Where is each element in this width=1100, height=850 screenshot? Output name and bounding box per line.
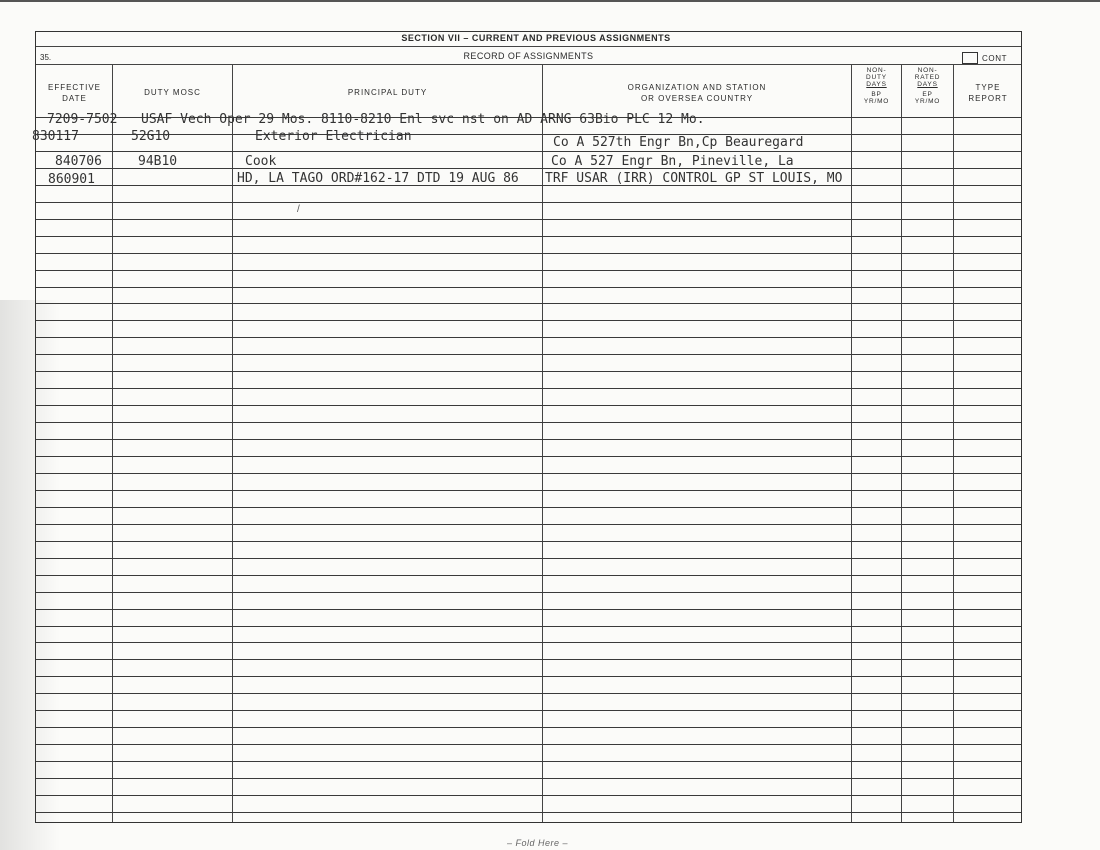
ruled-line	[36, 609, 1021, 610]
ruled-line	[36, 219, 1021, 220]
record-title: RECORD OF ASSIGNMENTS	[463, 51, 594, 61]
ruled-line	[36, 371, 1021, 372]
header-type-line2: REPORT	[968, 94, 1008, 103]
ruled-line	[36, 253, 1021, 254]
entry-2-org: Co A 527th Engr Bn,Cp Beauregard	[553, 135, 804, 150]
ruled-line	[36, 287, 1021, 288]
form-frame	[35, 31, 1022, 823]
entry-3-date: 840706	[55, 154, 102, 169]
scan-edge-line	[0, 0, 1100, 2]
ruled-line	[36, 320, 1021, 321]
entry-4-org: TRF USAR (IRR) CONTROL GP ST LOUIS, MO	[545, 171, 843, 186]
header-duty-mosc: DUTY MOSC	[144, 88, 201, 97]
entry-3-org: Co A 527 Engr Bn, Pineville, La	[551, 154, 794, 169]
entry-1-date: 7209-7502	[47, 112, 118, 127]
header-nonduty-line2: DUTY	[866, 74, 887, 81]
header-type-line1: TYPE	[975, 83, 1001, 92]
ruled-line	[36, 778, 1021, 779]
ruled-line	[36, 439, 1021, 440]
item-number: 35.	[40, 53, 52, 62]
ruled-line	[36, 575, 1021, 576]
ruled-line	[36, 659, 1021, 660]
ruled-line	[36, 626, 1021, 627]
entry-2-date: 830117	[32, 129, 79, 144]
ruled-line	[36, 236, 1021, 237]
header-principal-duty: PRINCIPAL DUTY	[347, 88, 428, 97]
header-non-duty-days	[852, 67, 901, 105]
entry-2-duty: Exterior Electrician	[255, 129, 412, 144]
ruled-line	[36, 456, 1021, 457]
cont-label: CONT	[982, 54, 1008, 63]
ruled-line	[36, 812, 1021, 813]
ruled-line	[36, 727, 1021, 728]
ruled-line	[36, 422, 1021, 423]
entry-1-duty: USAF Vech Oper 29 Mos. 8110-8210 Enl svc nst on AD ARNG 63Bio PLC 12 Mo.	[141, 112, 705, 127]
ruled-line	[36, 795, 1021, 796]
ruled-line	[36, 642, 1021, 643]
cont-checkbox[interactable]	[962, 52, 978, 64]
header-nonduty-line3: DAYS	[866, 81, 887, 88]
ruled-line	[36, 354, 1021, 355]
ruled-line	[36, 303, 1021, 304]
header-effective-line1: EFFECTIVE	[47, 83, 101, 92]
ruled-line	[36, 168, 1021, 169]
header-nonrated-line3: DAYS	[917, 81, 938, 88]
header-nonrated-sub2: YR/MO	[914, 98, 941, 105]
header-nonrated-line1: NON-	[917, 67, 938, 74]
header-nonduty-line1: NON-	[866, 67, 887, 74]
col-divider-org	[851, 64, 852, 822]
col-divider-nonrated	[953, 64, 954, 822]
entry-4-date: 860901	[48, 172, 95, 187]
header-non-rated-days	[902, 67, 953, 105]
entry-4-duty: HD, LA TAGO ORD#162-17 DTD 19 AUG 86	[237, 171, 519, 186]
header-nonduty-sub2: YR/MO	[863, 98, 890, 105]
ruled-line	[36, 507, 1021, 508]
entry-3-duty: Cook	[245, 154, 277, 169]
ruled-line	[36, 151, 1021, 152]
ruled-line	[36, 473, 1021, 474]
header-organization	[543, 82, 851, 104]
title-divider	[36, 64, 1021, 65]
header-nonrated-sub1: EP	[922, 91, 933, 98]
entry-2-mosc: 52G10	[131, 129, 171, 144]
entry-3-mosc: 94B10	[138, 154, 178, 169]
header-effective-date	[37, 82, 112, 104]
section-title: SECTION VII – CURRENT AND PREVIOUS ASSIGNMENTS	[401, 33, 671, 43]
col-divider-duty	[542, 64, 543, 822]
header-type-report	[954, 82, 1022, 104]
ruled-line	[36, 592, 1021, 593]
ruled-line	[36, 541, 1021, 542]
stray-mark: /	[297, 204, 300, 215]
ruled-line	[36, 337, 1021, 338]
ruled-line	[36, 558, 1021, 559]
ruled-line	[36, 676, 1021, 677]
section-divider	[36, 46, 1021, 47]
col-divider-nonduty	[901, 64, 902, 822]
fold-label: – Fold Here –	[506, 838, 569, 848]
ruled-line	[36, 185, 1021, 186]
ruled-line	[36, 490, 1021, 491]
ruled-line	[36, 710, 1021, 711]
ruled-line	[36, 134, 1021, 135]
header-org-line1: ORGANIZATION AND STATION	[627, 83, 767, 92]
col-divider-mosc	[232, 64, 233, 822]
col-divider-date	[112, 64, 113, 822]
header-effective-line2: DATE	[62, 94, 87, 103]
ruled-line	[36, 744, 1021, 745]
ruled-line	[36, 270, 1021, 271]
ruled-line	[36, 388, 1021, 389]
ruled-line	[36, 524, 1021, 525]
header-org-line2: OR OVERSEA COUNTRY	[640, 94, 754, 103]
ruled-line	[36, 693, 1021, 694]
header-nonduty-sub1: BP	[871, 91, 882, 98]
ruled-line	[36, 761, 1021, 762]
ruled-line	[36, 202, 1021, 203]
header-nonrated-line2: RATED	[914, 74, 941, 81]
ruled-line	[36, 405, 1021, 406]
